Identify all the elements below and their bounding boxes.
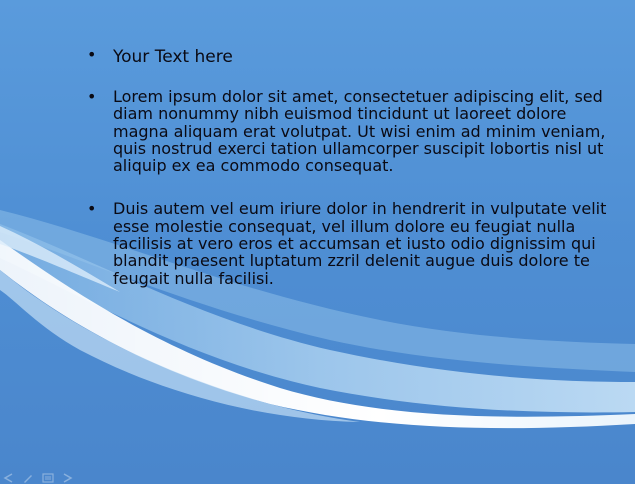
slideshow-controls (2, 468, 74, 478)
slide-menu-icon[interactable] (42, 468, 54, 478)
list-item (87, 46, 607, 68)
bullet-text: Duis autem vel eum iriure dolor in hendrerit in vulputate velit esse molestie consequat, vel illum dolore eu feugiat nulla facilisis at vero eros et accumsan et iusto odio dignissim qui blandit praesent luptatum zzril delenit augue duis dolore te feugait nulla facilisi. (113, 199, 607, 288)
list-item (87, 200, 607, 286)
pen-icon[interactable] (22, 468, 34, 478)
next-arrow-icon[interactable] (62, 468, 74, 478)
bullet-dot-icon: • (87, 87, 97, 106)
bullet-dot-icon: • (87, 199, 97, 219)
bullet-list (87, 46, 607, 313)
bullet-text: Lorem ipsum dolor sit amet, consectetuer adipiscing elit, sed diam nonummy nibh euismod tincidunt ut laoreet dolore magna aliquam erat volutpat. Ut wisi enim ad minim veniam, quis nostrud exerci tation ullamcorper suscipit lobortis nisl ut aliquip ex ea commodo consequat. (113, 87, 606, 176)
bullet-dot-icon: • (87, 45, 97, 64)
list-item (87, 88, 607, 174)
previous-arrow-icon[interactable] (2, 468, 14, 478)
bullet-text: Your Text here (113, 47, 233, 67)
